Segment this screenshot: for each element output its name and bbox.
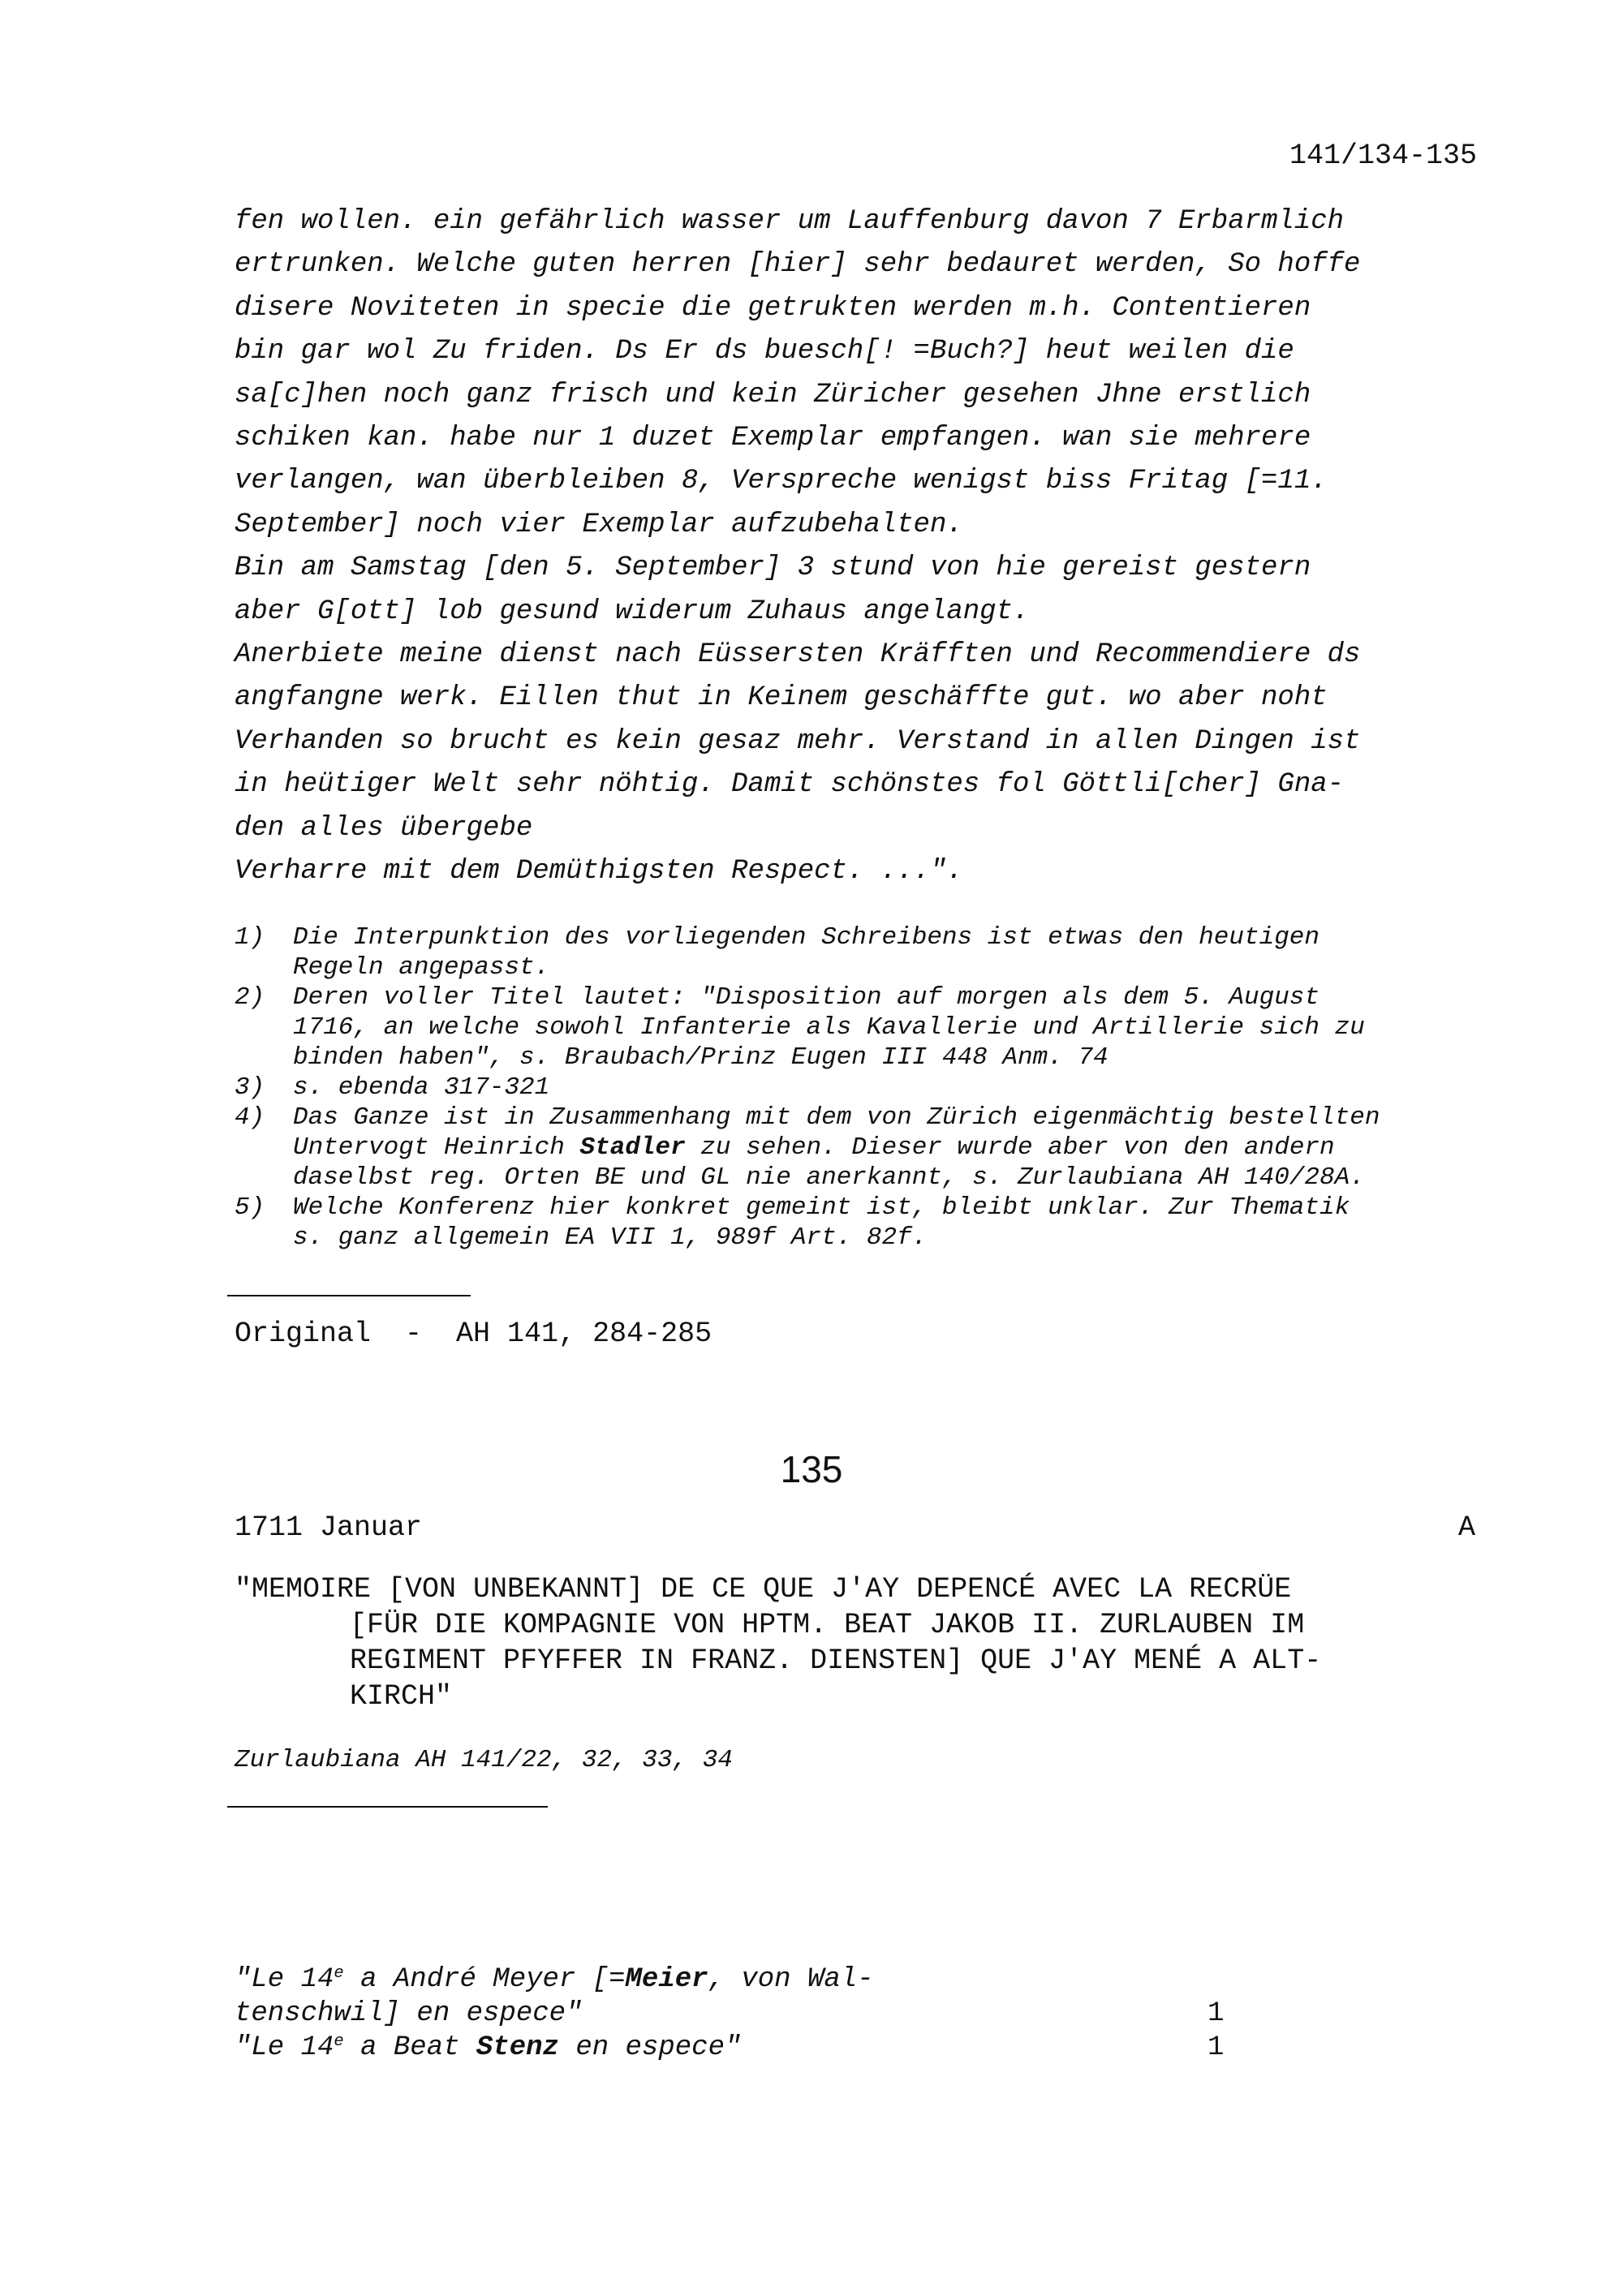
person-name-bold: Stadler — [579, 1133, 686, 1162]
letter-line: fen wollen. ein gefährlich wasser um Lauffenburg davon 7 Erbarmlich — [235, 206, 1345, 237]
footnote-line: Welche Konferenz hier konkret gemeint ist, bleibt unklar. Zur Thematik — [293, 1193, 1350, 1222]
superscript: e — [334, 2032, 344, 2051]
entry-fragment: , von Wal- — [708, 1964, 874, 1995]
title-line: "MEMOIRE [VON UNBEKANNT] DE CE QUE J'AY DEPENCÉ AVEC LA RECRÜE — [235, 1573, 1292, 1606]
separator-rule — [227, 1806, 548, 1808]
footnote-text — [293, 1193, 1500, 1253]
memoire-entry — [235, 2031, 1241, 2065]
letter-line: ertrunken. Welche guten herren [hier] sehr bedauret werden, So hoffe — [235, 249, 1361, 281]
letter-line: schiken kan. habe nur 1 duzet Exemplar empfangen. wan sie mehrere — [235, 423, 1311, 454]
entry-fragment: "Le 14 — [235, 1964, 334, 1995]
page-reference: 141/134-135 — [1289, 140, 1477, 172]
footnote-line: s. ebenda 317-321 — [293, 1073, 550, 1102]
footnotes — [235, 922, 1500, 1253]
letter-line: Verhanden so brucht es kein gesaz mehr. Verstand in allen Dingen ist — [235, 725, 1361, 757]
document-number: 135 — [780, 1448, 843, 1490]
footnote-4 — [235, 1103, 1500, 1193]
footnote-fragment: zu sehen. Dieser wurde aber von den andern — [685, 1133, 1335, 1162]
footnote-3 — [235, 1073, 1500, 1103]
entry-line: tenschwil] en espece" — [235, 1998, 583, 2029]
letter-line: bin gar wol Zu friden. Ds Er ds buesch[! =Buch?] heut weilen die — [235, 336, 1294, 368]
footnote-text — [293, 982, 1500, 1073]
entry-fragment: a André Meyer [= — [343, 1964, 626, 1995]
letter-line: Anerbiete meine dienst nach Eüssersten Kräfften und Recommendiere ds — [235, 639, 1361, 671]
letter-line: Bin am Samstag [den 5. September] 3 stund von hie gereist gestern — [235, 553, 1311, 584]
footnote-text — [293, 922, 1500, 982]
document-code: A — [1457, 1511, 1475, 1544]
entry-fragment: a Beat — [343, 2032, 476, 2063]
document-date: 1711 Januar — [235, 1511, 423, 1544]
footnote-line: 1716, an welche sowohl Infanterie als Kavallerie und Artillerie sich zu — [293, 1013, 1365, 1042]
entry-count: 1 — [1208, 2032, 1225, 2063]
letter-text — [235, 200, 1500, 894]
footnote-number: 3) — [235, 1073, 265, 1102]
footnote-number: 4) — [235, 1103, 265, 1132]
footnote-line: Die Interpunktion des vorliegenden Schreibens ist etwas den heutigen — [293, 923, 1320, 952]
footnote-line: Das Ganze ist in Zusammenhang mit dem von Zürich eigenmächtig bestellten — [293, 1103, 1380, 1132]
footnote-line: binden haben", s. Braubach/Prinz Eugen III 448 Anm. 74 — [293, 1043, 1109, 1072]
footnote-number: 5) — [235, 1193, 265, 1222]
person-name-bold: Stenz — [476, 2032, 559, 2063]
footnote-line: Deren voller Titel lautet: "Disposition auf morgen als dem 5. August — [293, 983, 1320, 1012]
letter-line: sa[c]hen noch ganz frisch und kein Züricher gesehen Jhne erstlich — [235, 379, 1311, 411]
document-source: Zurlaubiana AH 141/22, 32, 33, 34 — [235, 1746, 733, 1774]
letter-line: aber G[ott] lob gesund widerum Zuhaus angelangt. — [235, 595, 1030, 627]
footnote-line — [293, 1133, 1500, 1163]
person-name-bold: Meier — [625, 1964, 708, 1995]
document-title — [235, 1572, 1517, 1714]
letter-line: den alles übergebe — [235, 812, 533, 844]
footnote-text — [293, 1103, 1500, 1193]
footnote-fragment: Untervogt Heinrich — [293, 1133, 580, 1162]
letter-line: Verharre mit dem Demüthigsten Respect. ...". — [235, 856, 963, 888]
title-line: [FÜR DIE KOMPAGNIE VON HPTM. BEAT JAKOB II. ZURLAUBEN IM — [350, 1609, 1305, 1641]
footnote-number: 1) — [235, 923, 265, 952]
title-line: REGIMENT PFYFFER IN FRANZ. DIENSTEN] QUE J'AY MENÉ A ALT- — [350, 1645, 1322, 1677]
entry-fragment: "Le 14 — [235, 2032, 334, 2063]
superscript: e — [334, 1963, 344, 1983]
letter-line: in heütiger Welt sehr nöhtig. Damit schönstes fol Göttli[cher] Gna- — [235, 769, 1345, 801]
entry-fragment: en espece" — [558, 2032, 742, 2063]
footnote-text — [293, 1073, 1500, 1103]
letter-line: disere Noviteten in specie die getrukten werden m.h. Contentieren — [235, 292, 1311, 324]
letter-line: angfangne werk. Eillen thut in Keinem geschäffte gut. wo aber noht — [235, 682, 1328, 714]
footnote-number: 2) — [235, 983, 265, 1012]
footnote-1 — [235, 922, 1500, 982]
footnote-line: Regeln angepasst. — [293, 953, 550, 982]
letter-line: September] noch vier Exemplar aufzubehalten. — [235, 509, 963, 540]
footnote-5 — [235, 1193, 1500, 1253]
entry-count: 1 — [1208, 1998, 1225, 2029]
footnote-line: s. ganz allgemein EA VII 1, 989f Art. 82f. — [293, 1223, 928, 1252]
footnote-line: daselbst reg. Orten BE und GL nie anerkannt, s. Zurlaubiana AH 140/28A. — [293, 1163, 1365, 1192]
separator-rule — [227, 1295, 471, 1296]
entry-line — [235, 1963, 1241, 1997]
entry-line — [235, 2031, 1241, 2065]
letter-line: verlangen, wan überbleiben 8, Verspreche wenigst biss Fritag [=11. — [235, 466, 1328, 497]
footnote-2 — [235, 982, 1500, 1073]
memoire-entry — [235, 1963, 1241, 2031]
title-line: KIRCH" — [350, 1680, 453, 1713]
original-source-line: Original - AH 141, 284-285 — [235, 1318, 712, 1350]
